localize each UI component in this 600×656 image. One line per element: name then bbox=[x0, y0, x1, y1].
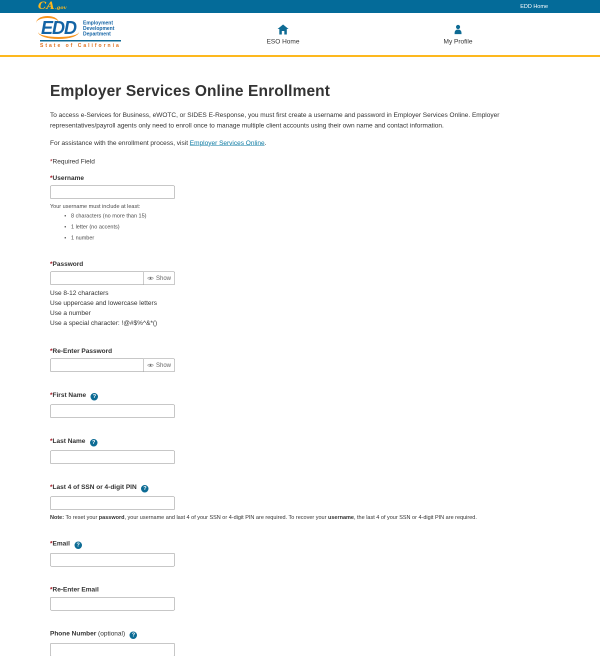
ssn-pin-note bbox=[50, 514, 550, 520]
note-bold: password bbox=[98, 514, 125, 521]
note-bold: Note: bbox=[50, 514, 65, 521]
page-title: Employer Services Online Enrollment bbox=[50, 82, 331, 100]
phone-input[interactable] bbox=[50, 643, 175, 656]
email-label-text: Email bbox=[52, 539, 70, 547]
nav-eso-home-label: ESO Home bbox=[266, 37, 300, 45]
ca-gov-logo-ca: CA bbox=[38, 0, 55, 12]
person-icon bbox=[452, 24, 463, 35]
nav-eso-home[interactable] bbox=[267, 24, 300, 45]
reenter-password-input-wrap bbox=[50, 358, 175, 372]
required-field-text: Required Field bbox=[52, 157, 95, 165]
required-asterisk: * bbox=[50, 346, 53, 355]
reenter-password-label bbox=[50, 347, 550, 355]
password-hint-line: Use 8-12 characters bbox=[50, 288, 109, 297]
ssn-pin-help-icon[interactable]: ? bbox=[141, 485, 149, 493]
last-name-label-text: Last Name bbox=[52, 436, 86, 445]
assistance-line bbox=[50, 139, 550, 147]
intro-paragraph: To access e-Services for Business, eWOTC, or SIDES E-Response, you must first create a username and password in Employer Services Online. Employer representatives/payroll agents only need to enroll once to manage multiple client accounts using their own name and contact information. bbox=[50, 111, 500, 129]
username-group bbox=[50, 174, 550, 241]
utility-bar bbox=[0, 0, 600, 13]
note-bold: username bbox=[327, 514, 354, 521]
edd-logo-dept-line3: Department bbox=[83, 31, 111, 37]
assistance-prefix: For assistance with the enrollment process, visit bbox=[50, 138, 190, 147]
required-asterisk: * bbox=[50, 585, 53, 593]
phone-label-text: Phone Number bbox=[50, 629, 97, 637]
nav-my-profile[interactable] bbox=[444, 24, 473, 45]
password-input-wrap bbox=[50, 271, 175, 285]
required-field-note bbox=[50, 157, 550, 165]
reenter-password-group bbox=[50, 347, 550, 372]
username-hint-intro: Your username must include at least: bbox=[50, 203, 141, 210]
home-icon bbox=[277, 24, 289, 35]
password-hint-line: Use uppercase and lowercase letters bbox=[50, 298, 157, 307]
username-input[interactable] bbox=[50, 185, 175, 199]
edd-logo[interactable] bbox=[40, 19, 121, 49]
username-hint-item: • 1 number bbox=[71, 235, 550, 241]
username-hint-item: • 8 characters (no more than 15) bbox=[71, 213, 550, 219]
note-text: , your username and last 4 of your SSN or 4-digit PIN are required. To recover your bbox=[124, 514, 328, 521]
password-show-button[interactable] bbox=[143, 271, 175, 285]
last-name-input[interactable] bbox=[50, 450, 175, 464]
required-asterisk: * bbox=[50, 173, 53, 182]
edd-logo-dept-line1: Employment bbox=[83, 20, 114, 26]
phone-help-icon[interactable]: ? bbox=[130, 631, 138, 639]
email-help-icon[interactable]: ? bbox=[74, 541, 82, 549]
ssn-pin-label-text: Last 4 of SSN or 4-digit PIN bbox=[52, 482, 137, 491]
reenter-password-show-label: Show bbox=[155, 361, 172, 369]
required-asterisk: * bbox=[50, 482, 53, 491]
required-asterisk: * bbox=[50, 436, 53, 445]
phone-label bbox=[50, 629, 550, 639]
nav-my-profile-label: My Profile bbox=[443, 37, 473, 45]
password-label bbox=[50, 260, 550, 268]
last-name-group bbox=[50, 437, 550, 464]
note-text: To reset your bbox=[64, 514, 99, 521]
edd-logo-dept-line2: Development bbox=[83, 25, 115, 32]
username-label-text: Username bbox=[52, 173, 84, 182]
last-name-label bbox=[50, 437, 550, 447]
username-hint-list bbox=[64, 213, 550, 241]
note-text: , the last 4 of your SSN or 4-digit PIN are required. bbox=[353, 514, 477, 521]
eye-icon bbox=[147, 363, 154, 368]
reenter-email-label bbox=[50, 585, 550, 593]
first-name-input[interactable] bbox=[50, 404, 175, 418]
ssn-pin-input[interactable] bbox=[50, 496, 175, 510]
employer-services-online-link[interactable]: Employer Services Online bbox=[189, 138, 265, 147]
required-asterisk: * bbox=[50, 157, 53, 165]
first-name-help-icon[interactable]: ? bbox=[91, 393, 99, 401]
reenter-password-show-button[interactable] bbox=[143, 358, 175, 372]
password-show-label: Show bbox=[155, 274, 172, 282]
password-hint-line: Use a number bbox=[50, 308, 91, 317]
ssn-pin-label bbox=[50, 483, 550, 493]
reenter-email-input[interactable] bbox=[50, 597, 175, 611]
edd-home-link[interactable]: EDD Home bbox=[520, 3, 548, 10]
reenter-password-label-text: Re-Enter Password bbox=[52, 346, 113, 355]
username-hint-item: • 1 letter (no accents) bbox=[71, 224, 550, 230]
required-asterisk: * bbox=[50, 390, 53, 399]
main-content bbox=[0, 57, 600, 656]
phone-optional-text: (optional) bbox=[98, 629, 126, 637]
site-header bbox=[0, 13, 600, 57]
edd-logo-row bbox=[40, 19, 121, 38]
required-asterisk: * bbox=[50, 539, 53, 547]
username-label bbox=[50, 174, 550, 182]
assistance-suffix: . bbox=[264, 138, 267, 147]
password-hints bbox=[50, 288, 550, 328]
first-name-label-text: First Name bbox=[52, 390, 87, 399]
eye-icon bbox=[147, 276, 154, 281]
reenter-email-label-text: Re-Enter Email bbox=[52, 585, 99, 593]
reenter-email-group bbox=[50, 585, 550, 610]
edd-logo-department bbox=[83, 20, 114, 37]
email-input[interactable] bbox=[50, 553, 175, 567]
first-name-label bbox=[50, 391, 550, 401]
phone-group bbox=[50, 629, 550, 656]
ssn-pin-group bbox=[50, 483, 550, 521]
password-label-text: Password bbox=[52, 259, 84, 268]
edd-logo-tagline: State of California bbox=[40, 40, 121, 49]
first-name-group bbox=[50, 391, 550, 418]
required-asterisk: * bbox=[50, 259, 53, 268]
password-group bbox=[50, 260, 550, 328]
email-label bbox=[50, 539, 550, 549]
password-hint-line: Use a special character: !@#$%^&*() bbox=[50, 318, 158, 327]
ca-gov-logo-gov: .gov bbox=[55, 4, 67, 11]
last-name-help-icon[interactable]: ? bbox=[90, 439, 98, 447]
email-group bbox=[50, 539, 550, 566]
edd-logo-acronym: EDD bbox=[41, 17, 77, 38]
